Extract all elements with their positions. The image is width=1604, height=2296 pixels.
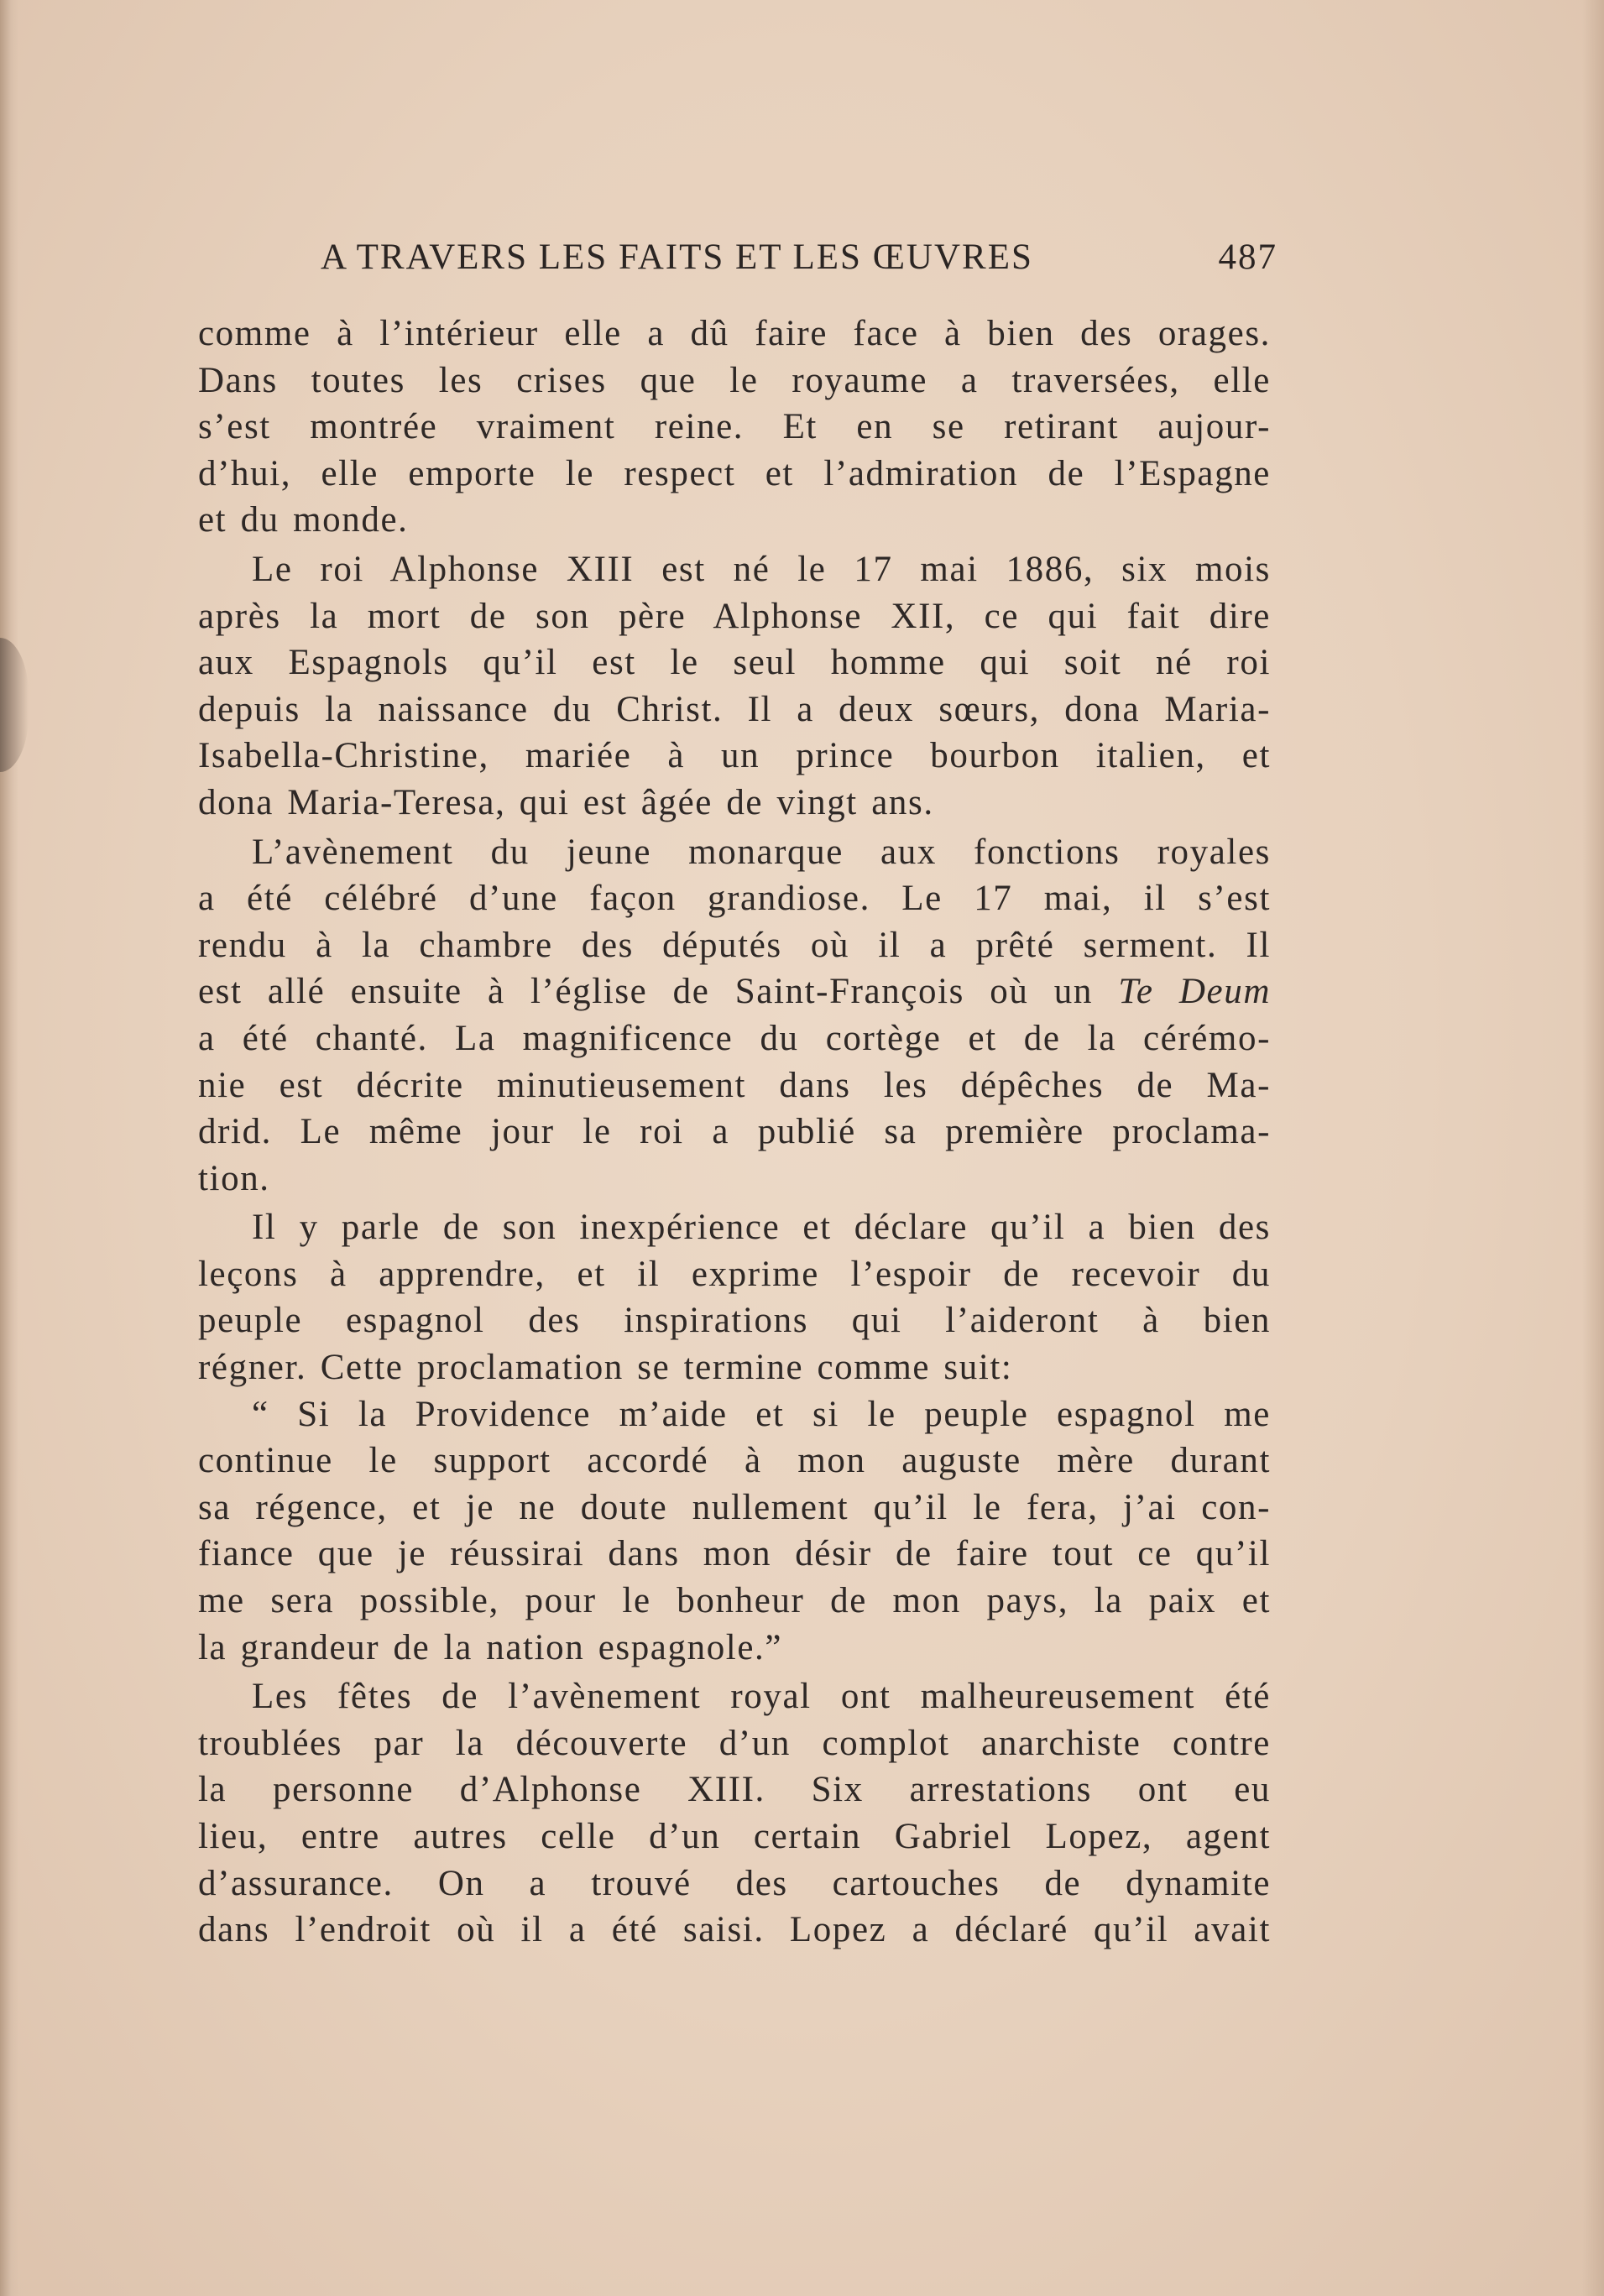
- text-line: Dans toutes les crises que le royaume a traversées, elle: [198, 360, 1271, 400]
- text-line: nie est décrite minutieusement dans les dépêches de Ma-: [198, 1065, 1271, 1105]
- text-line: Le roi Alphonse XIII est né le 17 mai 1886, six mois: [252, 549, 1271, 589]
- text-line: sa régence, et je ne doute nullement qu’il le fera, j’ai con-: [198, 1487, 1271, 1527]
- running-header: [321, 237, 1277, 287]
- text-line: rendu à la chambre des députés où il a prêté serment. Il: [198, 925, 1271, 965]
- running-title: A TRAVERS LES FAITS ET LES ŒUVRES: [321, 237, 1033, 277]
- text-line: comme à l’intérieur elle a dû faire face à bien des orages.: [198, 314, 1271, 353]
- text-line: régner. Cette proclamation se termine comme suit:: [198, 1348, 1013, 1388]
- text-line: est allé ensuite à l’église de Saint-François où un Te Deum: [198, 972, 1271, 1012]
- text-line: dona Maria-Teresa, qui est âgée de vingt ans.: [198, 782, 934, 822]
- text-line: L’avènement du jeune monarque aux fonctions royales: [252, 832, 1271, 872]
- text-line: la personne d’Alphonse XIII. Six arrestations ont eu: [198, 1770, 1271, 1810]
- text-line: a été chanté. La magnificence du cortège et de la cérémo-: [198, 1018, 1271, 1058]
- body-text: [198, 310, 1271, 1954]
- text-line: Les fêtes de l’avènement royal ont malheureusement été: [252, 1677, 1271, 1717]
- text-line: s’est montrée vraiment reine. Et en se retirant aujour-: [198, 407, 1271, 447]
- text-line: continue le support accordé à mon auguste mère durant: [198, 1441, 1271, 1481]
- paragraph: [198, 829, 1271, 1203]
- text-line: lieu, entre autres celle d’un certain Gabriel Lopez, agent: [198, 1817, 1271, 1856]
- text-line: a été célébré d’une façon grandiose. Le 17 mai, il s’est: [198, 879, 1271, 919]
- page-number: 487: [1218, 237, 1277, 277]
- paragraph: [198, 546, 1271, 827]
- text-line: d’hui, elle emporte le respect et l’admiration de l’Espagne: [198, 453, 1271, 493]
- text-line: me sera possible, pour le bonheur de mon pays, la paix et: [198, 1581, 1271, 1621]
- page-edge-shadow: [1582, 0, 1604, 2296]
- text-line: la grandeur de la nation espagnole.”: [198, 1627, 783, 1667]
- paragraph: [198, 1673, 1271, 1954]
- text-line: et du monde.: [198, 500, 409, 540]
- text-line: “ Si la Providence m’aide et si le peuple espagnol me: [252, 1394, 1271, 1434]
- paragraph: [198, 1204, 1271, 1391]
- paragraph: [198, 310, 1271, 544]
- text-line: troublées par la découverte d’un complot anarchiste contre: [198, 1723, 1271, 1763]
- text-line: Il y parle de son inexpérience et déclare qu’il a bien des: [252, 1208, 1271, 1248]
- text-line: tion.: [198, 1158, 270, 1198]
- text-line: aux Espagnols qu’il est le seul homme qui soit né roi: [198, 643, 1271, 683]
- text-line: fiance que je réussirai dans mon désir de faire tout ce qu’il: [198, 1534, 1271, 1574]
- text-line: leçons à apprendre, et il exprime l’espoir de recevoir du: [198, 1254, 1271, 1294]
- text-line: drid. Le même jour le roi a publié sa première proclama-: [198, 1112, 1271, 1152]
- text-line: peuple espagnol des inspirations qui l’aideront à bien: [198, 1301, 1271, 1341]
- page-gutter-shadow: [0, 0, 18, 2296]
- text-line: après la mort de son père Alphonse XII, ce qui fait dire: [198, 596, 1271, 636]
- text-line: d’assurance. On a trouvé des cartouches de dynamite: [198, 1863, 1271, 1903]
- text-line: dans l’endroit où il a été saisi. Lopez a déclaré qu’il avait: [198, 1910, 1271, 1950]
- text-line: Isabella-Christine, mariée à un prince bourbon italien, et: [198, 736, 1271, 776]
- quotation: [198, 1391, 1271, 1672]
- text-line: depuis la naissance du Christ. Il a deux sœurs, dona Maria-: [198, 689, 1271, 729]
- binding-mark: [0, 638, 29, 772]
